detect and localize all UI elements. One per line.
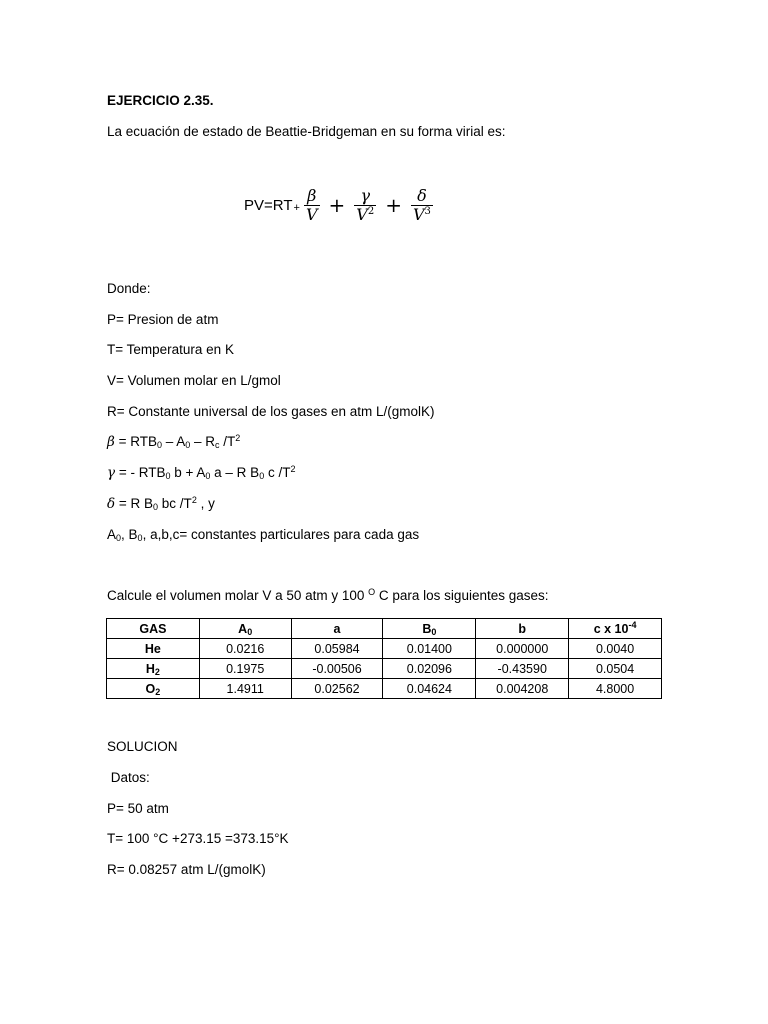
def-text: = RTB <box>114 434 157 449</box>
cell-a0: 0.0216 <box>199 639 291 659</box>
fraction-gamma-v2 <box>354 187 376 224</box>
cell-c: 4.8000 <box>569 679 662 699</box>
subscript: 0 <box>116 533 122 543</box>
def-text: – R <box>190 434 216 449</box>
formula-plus: + <box>385 193 402 217</box>
cell-b: 0.004208 <box>476 679 569 699</box>
intro-text: La ecuación de estado de Beattie-Bridgeman en su forma virial es: <box>107 124 506 139</box>
def-text: a – R B <box>210 465 260 480</box>
header-text: B <box>422 621 432 636</box>
def-beta <box>107 433 240 451</box>
def-pressure: P= Presion de atm <box>107 312 219 327</box>
table-row <box>107 639 662 659</box>
fraction-denominator <box>354 206 376 224</box>
cell-a: 0.05984 <box>291 639 383 659</box>
formula-plus-small: + <box>293 202 300 214</box>
def-gamma <box>107 464 295 482</box>
def-text: /T <box>219 434 236 449</box>
fraction-denominator: V <box>305 204 318 224</box>
header-b: b <box>476 619 569 639</box>
cell-b: -0.43590 <box>476 659 569 679</box>
cell-a: 0.02562 <box>291 679 383 699</box>
header-a: a <box>291 619 383 639</box>
denominator-exponent: 3 <box>424 205 431 217</box>
def-delta <box>107 495 215 513</box>
virial-equation <box>244 182 436 228</box>
def-volume: V= Volumen molar en L/gmol <box>107 373 281 388</box>
header-text: A <box>238 621 248 636</box>
table-header-row <box>107 619 662 639</box>
cell-b0: 0.01400 <box>383 639 476 659</box>
cell-b: 0.000000 <box>476 639 569 659</box>
def-text: b + A <box>170 465 206 480</box>
subscript: 0 <box>205 471 211 481</box>
def-text: , a,b,c= constantes particulares para cada gas <box>142 527 420 542</box>
def-text: A <box>107 527 117 542</box>
header-c <box>569 619 662 639</box>
superscript: -4 <box>628 619 637 630</box>
question-text <box>107 587 549 605</box>
cell-a0: 0.1975 <box>199 659 291 679</box>
cell-gas <box>107 659 200 679</box>
denominator-exponent: 2 <box>367 205 375 217</box>
donde-label: Donde: <box>107 281 151 296</box>
cell-b0: 0.02096 <box>383 659 476 679</box>
table-row <box>107 679 662 699</box>
def-text: = - RTB <box>115 465 166 480</box>
cell-gas <box>107 639 200 659</box>
header-text: c x 10 <box>593 621 629 636</box>
data-temperature: T= 100 °C +273.15 =373.15°K <box>107 831 289 846</box>
fraction-denominator <box>411 206 433 224</box>
gas-symbol: O <box>145 681 156 696</box>
formula-lhs: PV=RT <box>244 196 293 214</box>
data-gas-constant: R= 0.08257 atm L/(gmolK) <box>107 862 266 877</box>
gas-symbol: He <box>144 641 161 656</box>
def-text: – A <box>161 434 186 449</box>
def-text: c /T <box>264 465 291 480</box>
gas-constants-table <box>106 618 662 699</box>
fraction-numerator: β <box>307 185 317 205</box>
superscript: 2 <box>235 433 241 443</box>
header-b0 <box>383 619 476 639</box>
cell-c: 0.0504 <box>569 659 662 679</box>
fraction-numerator: δ <box>417 185 427 205</box>
question-part: C para los siguientes gases: <box>375 588 549 603</box>
beta-symbol: β <box>107 434 115 450</box>
table-row <box>107 659 662 679</box>
subscript: c <box>215 440 220 450</box>
def-constants <box>107 526 419 544</box>
data-label: Datos: <box>107 770 150 785</box>
exercise-heading: EJERCICIO 2.35. <box>107 93 214 108</box>
data-pressure: P= 50 atm <box>107 801 169 816</box>
denominator-var: V <box>356 204 368 224</box>
subscript: 0 <box>185 440 191 450</box>
def-text: , y <box>196 496 215 511</box>
def-text: , B <box>121 527 138 542</box>
cell-a: -0.00506 <box>291 659 383 679</box>
cell-gas <box>107 679 200 699</box>
solution-heading: SOLUCION <box>107 739 178 754</box>
subscript: 0 <box>165 471 171 481</box>
fraction-delta-v3 <box>411 187 433 224</box>
def-text: = R B <box>115 496 154 511</box>
formula-plus: + <box>328 193 346 217</box>
def-text: bc /T <box>158 496 192 511</box>
subscript: 0 <box>259 471 265 481</box>
denominator-var: V <box>412 204 425 224</box>
subscript: 0 <box>137 533 143 543</box>
gas-symbol: H <box>145 661 155 676</box>
subscript: 2 <box>155 686 161 697</box>
gamma-symbol: γ <box>107 465 116 481</box>
fraction-beta-v <box>304 187 320 224</box>
cell-c: 0.0040 <box>569 639 662 659</box>
superscript: 2 <box>290 464 296 474</box>
subscript: 0 <box>153 502 159 512</box>
subscript: 0 <box>247 626 253 637</box>
question-part: Calcule el volumen molar V a 50 atm y 100 <box>107 588 369 603</box>
header-a0 <box>199 619 291 639</box>
cell-b0: 0.04624 <box>383 679 476 699</box>
delta-symbol: δ <box>107 496 116 512</box>
degree-superscript: O <box>368 587 376 597</box>
header-gas: GAS <box>107 619 200 639</box>
superscript: 2 <box>191 495 197 505</box>
def-temperature: T= Temperatura en K <box>107 342 234 357</box>
subscript: 0 <box>431 626 437 637</box>
fraction-numerator: γ <box>360 185 371 205</box>
cell-a0: 1.4911 <box>199 679 291 699</box>
def-gas-constant: R= Constante universal de los gases en atm L/(gmolK) <box>107 404 435 419</box>
subscript: 2 <box>154 666 160 677</box>
subscript: 0 <box>156 440 162 450</box>
